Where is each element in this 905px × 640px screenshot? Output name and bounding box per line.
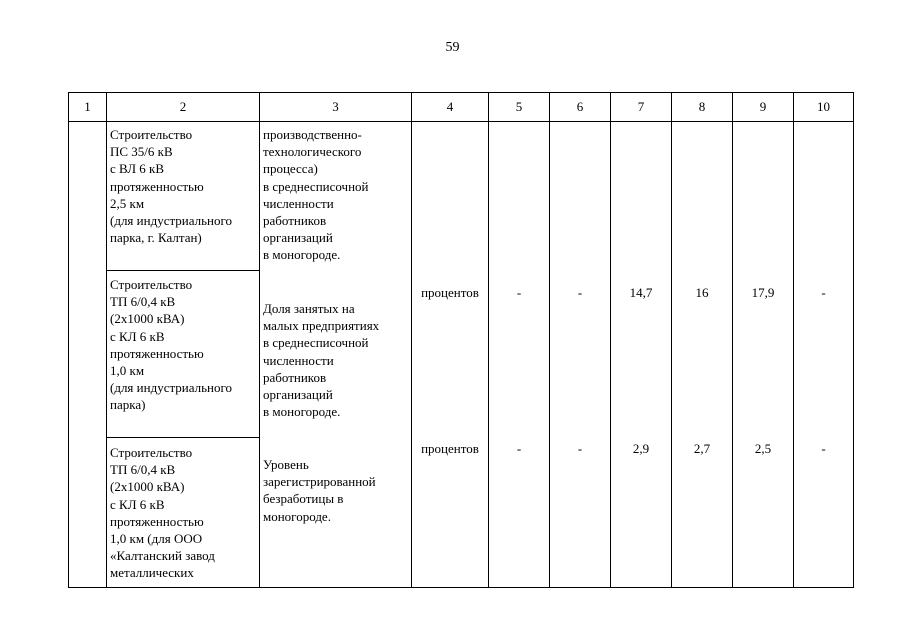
col-border	[488, 92, 489, 588]
header-cell-7: 7	[637, 99, 645, 114]
header-cell-10: 10	[817, 99, 830, 114]
unit-cell: процентов	[421, 285, 479, 300]
object-description: Строительство ТП 6/0,4 кВ (2х1000 кВА) с КЛ 6 кВ протяженностью 1,0 км (для индустриального парка)	[110, 277, 233, 413]
header-cell-4: 4	[446, 99, 454, 114]
indicator-description: Уровень зарегистрированной безработицы в моногороде.	[263, 457, 376, 524]
value-cell: 14,7	[629, 285, 653, 300]
col2-row-divider	[106, 437, 259, 438]
unit-cell: процентов	[421, 441, 479, 456]
col-border	[549, 92, 550, 588]
col-border	[106, 92, 107, 588]
table-border-bottom	[68, 587, 854, 588]
col2-row-divider	[106, 270, 259, 271]
col-border	[68, 92, 69, 588]
value-cell: -	[516, 441, 522, 456]
col-border	[259, 92, 260, 588]
col-border	[793, 92, 794, 588]
col-border	[853, 92, 854, 588]
value-cell: -	[577, 285, 583, 300]
value-cell: 2,9	[632, 441, 650, 456]
header-cell-1: 1	[84, 99, 91, 114]
value-cell: -	[821, 285, 826, 300]
value-cell: 2,5	[754, 441, 772, 456]
object-description: Строительство ПС 35/6 кВ с ВЛ 6 кВ протяженностью 2,5 км (для индустриального парка, г. Калтан)	[110, 127, 233, 246]
header-cell-8: 8	[698, 99, 706, 114]
col-border	[610, 92, 611, 588]
col-border	[411, 92, 412, 588]
col-border	[671, 92, 672, 588]
header-cell-2: 2	[179, 99, 187, 114]
value-cell: -	[577, 441, 583, 456]
indicator-description: производственно- технологического процесса) в среднесписочной численности работников организаций в моногороде.	[263, 127, 369, 263]
value-cell: 16	[695, 285, 709, 300]
header-cell-3: 3	[332, 99, 339, 114]
header-divider	[68, 121, 854, 122]
header-cell-5: 5	[515, 99, 523, 114]
header-cell-6: 6	[576, 99, 584, 114]
page-number: 59	[445, 40, 460, 55]
col-border	[732, 92, 733, 588]
value-cell: 17,9	[751, 285, 775, 300]
indicator-description: Доля занятых на малых предприятиях в среднесписочной численности работников организаций в моногороде.	[263, 301, 380, 420]
header-cell-9: 9	[759, 99, 767, 114]
value-cell: 2,7	[693, 441, 711, 456]
object-description: Строительство ТП 6/0,4 кВ (2х1000 кВА) с КЛ 6 кВ протяженностью 1,0 км (для ООО «Калтанский завод металлических	[110, 445, 215, 581]
value-cell: -	[821, 441, 826, 456]
value-cell: -	[516, 285, 522, 300]
